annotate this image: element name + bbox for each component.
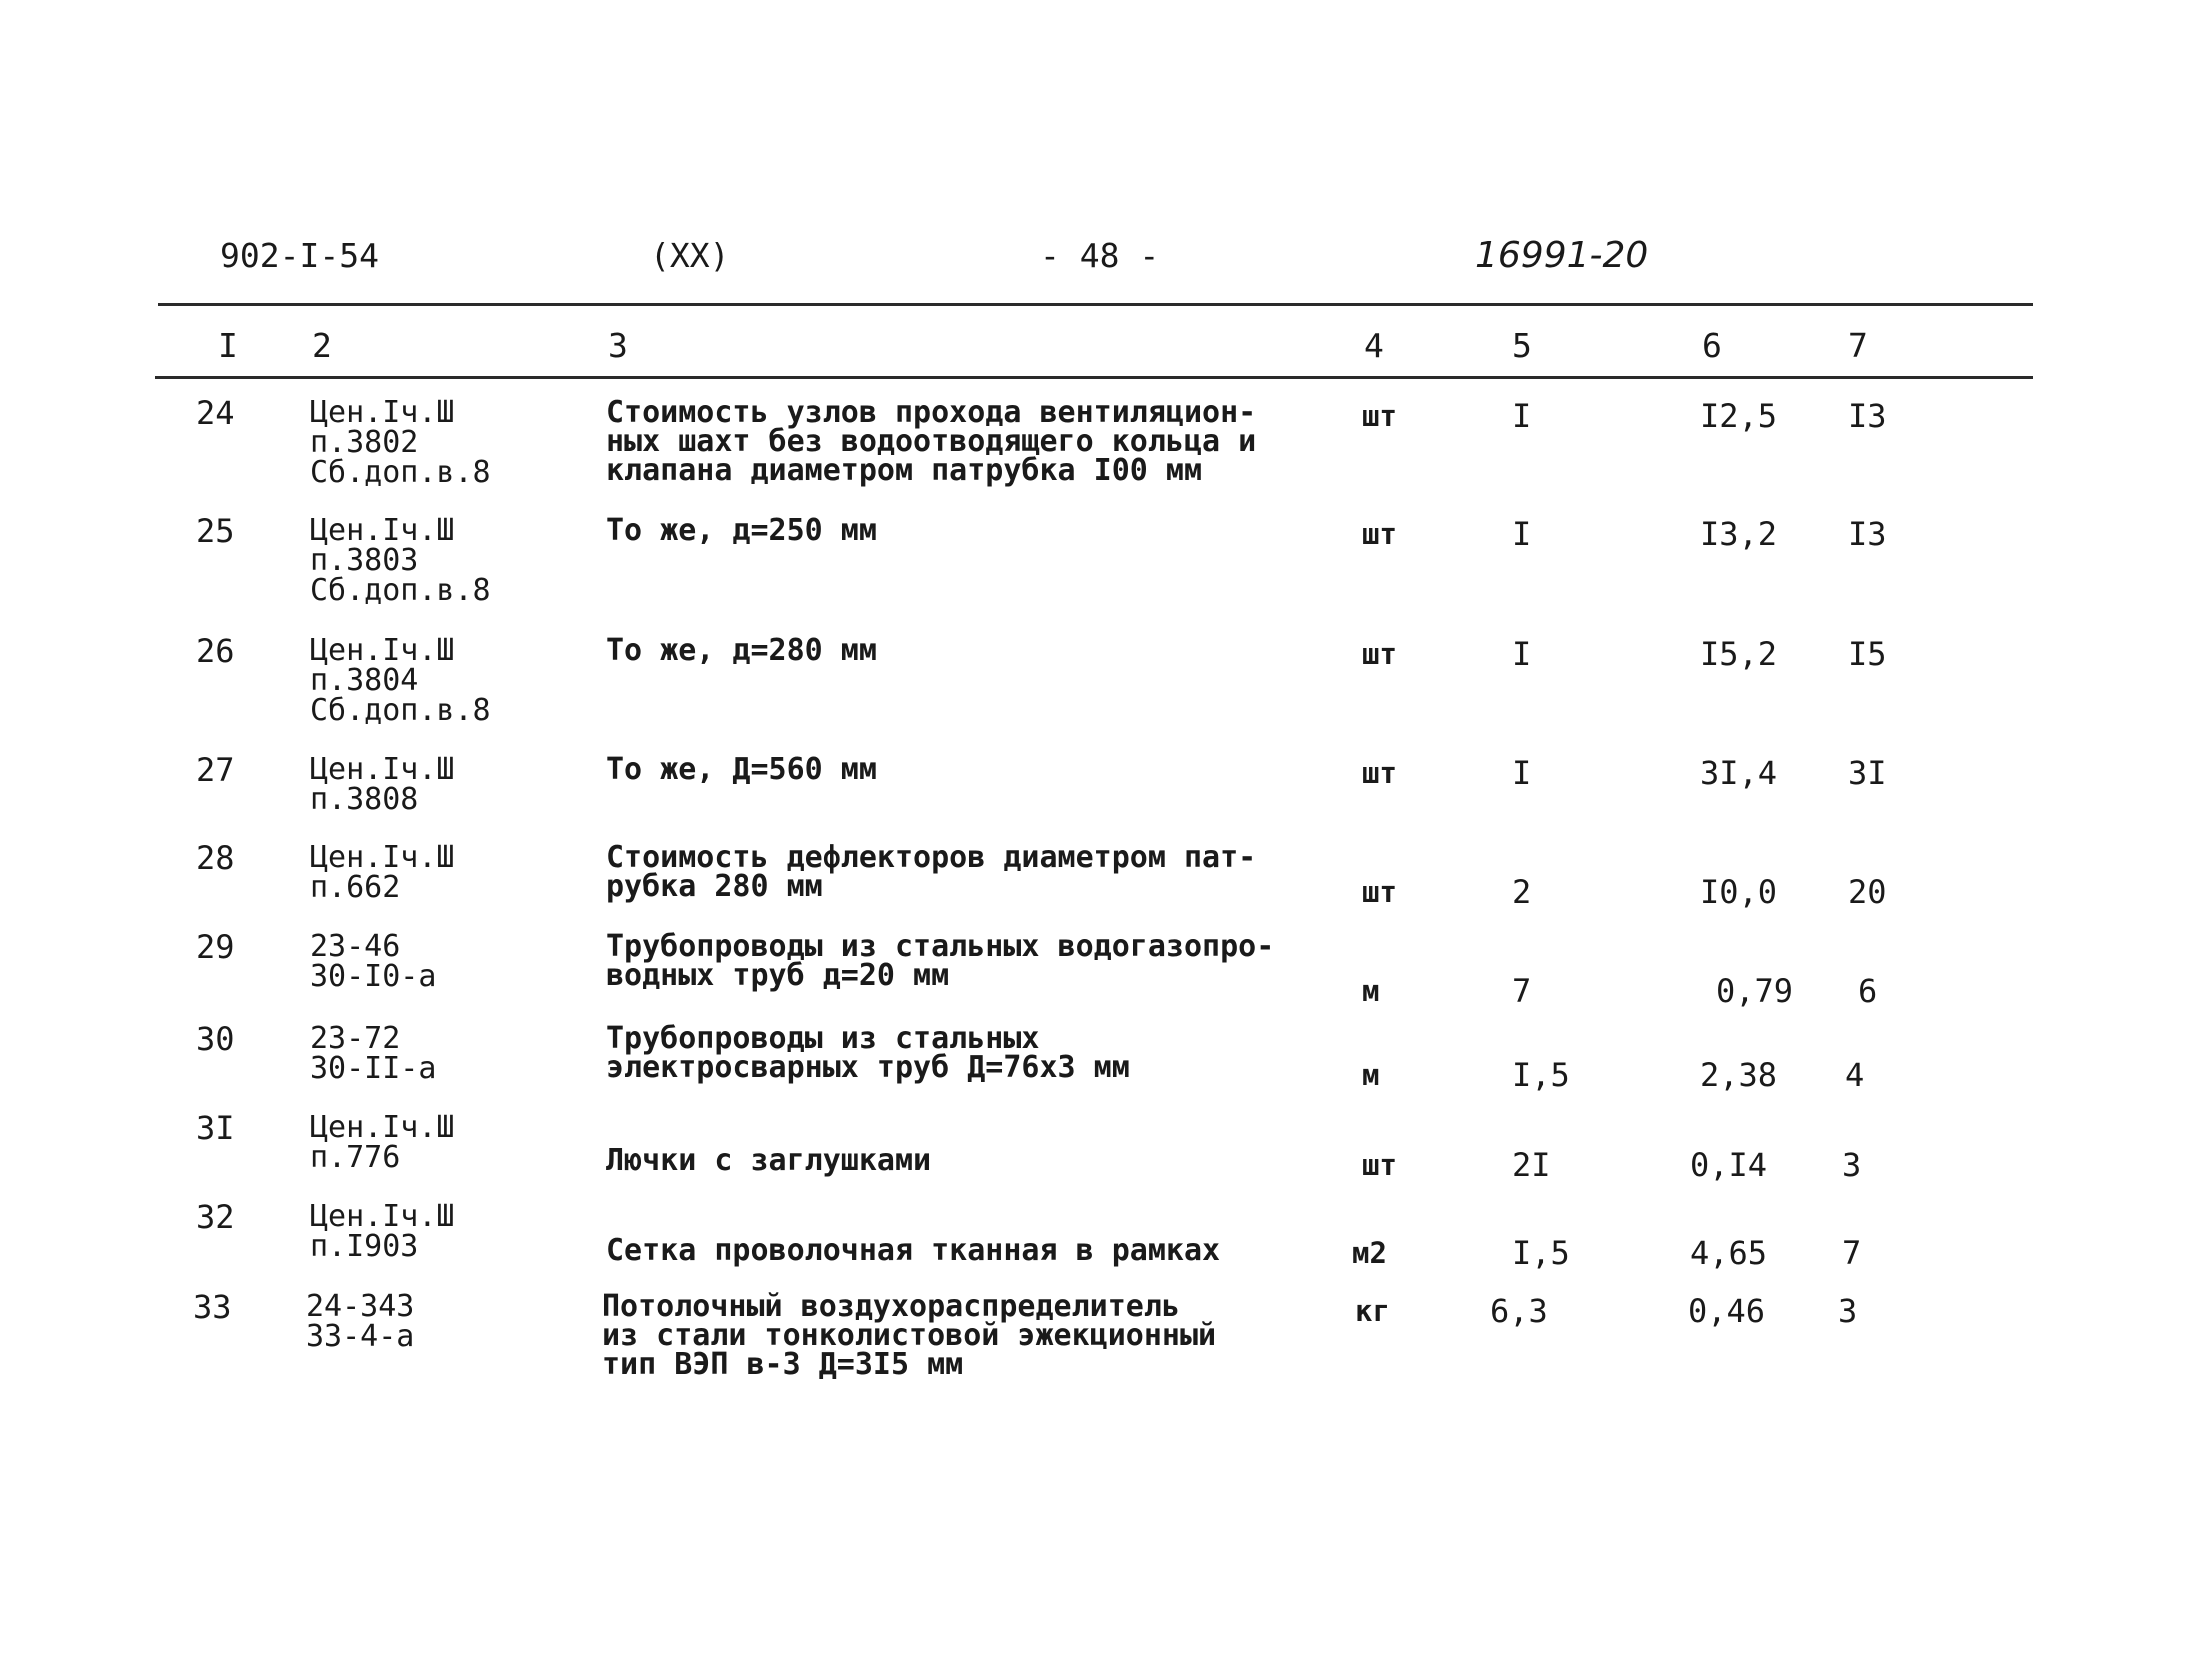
column-number-3: 3 — [608, 326, 628, 365]
section-number: (XX) — [650, 236, 730, 275]
price-reference: Цен.Iч.Ш п.3808 — [310, 752, 455, 817]
quantity: I,5 — [1512, 1234, 1570, 1272]
total-cost: 6 — [1858, 972, 1878, 1010]
quantity: I,5 — [1512, 1056, 1570, 1094]
column-number-7: 7 — [1848, 326, 1868, 365]
total-cost: I3 — [1848, 397, 1887, 435]
unit: шт — [1362, 756, 1397, 790]
item-description: Трубопроводы из стальных водогазопро- водных труб д=20 мм — [606, 929, 1275, 993]
quantity: 7 — [1512, 972, 1532, 1010]
item-description: Лючки с заглушками — [606, 1143, 932, 1178]
price-reference: Цен.Iч.Ш п.662 — [310, 840, 455, 905]
column-number-2: 2 — [312, 326, 332, 365]
row-number: 32 — [196, 1198, 235, 1236]
price-reference: Цен.Iч.Ш п.3804 Сб.доп.в.8 — [310, 633, 491, 728]
unit-price: 3I,4 — [1700, 754, 1778, 792]
document-code: 902-I-54 — [220, 236, 379, 275]
header-rule — [155, 376, 2033, 379]
total-cost: 7 — [1842, 1234, 1862, 1272]
price-reference: 23-46 30-I0-а — [310, 929, 437, 994]
unit: шт — [1362, 1148, 1397, 1182]
total-cost: 20 — [1848, 873, 1887, 911]
row-number: 25 — [196, 512, 235, 550]
price-reference: 23-72 30-II-а — [310, 1021, 437, 1086]
item-description: Стоимость узлов прохода вентиляцион- ных шахт без водоотводящего кольца и клапана диаметром патрубка I00 мм — [606, 395, 1257, 488]
item-description: Потолочный воздухораспределитель из стали тонколистовой эжекционный тип ВЭП в-3 Д=3I5 мм — [602, 1289, 1217, 1382]
row-number: 30 — [196, 1020, 235, 1058]
quantity: I — [1512, 515, 1532, 553]
unit-price: I0,0 — [1700, 873, 1778, 911]
unit-price: 0,79 — [1716, 972, 1794, 1010]
item-description: То же, Д=560 мм — [606, 752, 877, 787]
price-reference: 24-343 33-4-а — [306, 1289, 415, 1354]
total-cost: I5 — [1848, 635, 1887, 673]
row-number: 27 — [196, 751, 235, 789]
unit: шт — [1362, 875, 1397, 909]
page-number: - 48 - — [1040, 236, 1160, 275]
row-number: 26 — [196, 632, 235, 670]
quantity: I — [1512, 754, 1532, 792]
total-cost: I3 — [1848, 515, 1887, 553]
quantity: 2I — [1512, 1146, 1551, 1184]
row-number: 29 — [196, 928, 235, 966]
total-cost: 3I — [1848, 754, 1887, 792]
item-description: То же, д=250 мм — [606, 513, 877, 548]
unit: м — [1362, 1058, 1380, 1092]
quantity: 6,3 — [1490, 1292, 1548, 1330]
column-number-1: I — [218, 326, 238, 365]
quantity: I — [1512, 635, 1532, 673]
unit: кг — [1355, 1294, 1390, 1328]
top-rule — [158, 303, 2033, 306]
unit: шт — [1362, 399, 1397, 433]
item-description: То же, д=280 мм — [606, 633, 877, 668]
column-number-4: 4 — [1364, 326, 1384, 365]
unit-price: I5,2 — [1700, 635, 1778, 673]
item-description: Сетка проволочная тканная в рамках — [606, 1233, 1221, 1268]
price-reference: Цен.Iч.Ш п.3802 Сб.доп.в.8 — [310, 395, 491, 490]
row-number: 24 — [196, 394, 235, 432]
item-description: Стоимость дефлекторов диаметром пат- рубка 280 мм — [606, 840, 1257, 904]
unit: шт — [1362, 517, 1397, 551]
price-reference: Цен.Iч.Ш п.I903 — [310, 1199, 455, 1264]
quantity: 2 — [1512, 873, 1532, 911]
row-number: 28 — [196, 839, 235, 877]
unit-price: I3,2 — [1700, 515, 1778, 553]
column-number-6: 6 — [1702, 326, 1722, 365]
unit: м2 — [1352, 1236, 1387, 1270]
total-cost: 3 — [1838, 1292, 1858, 1330]
column-number-row — [0, 326, 2205, 370]
column-number-5: 5 — [1512, 326, 1532, 365]
unit: м — [1362, 974, 1380, 1008]
unit: шт — [1362, 637, 1397, 671]
price-reference: Цен.Iч.Ш п.776 — [310, 1110, 455, 1175]
row-number: 3I — [196, 1109, 235, 1147]
unit-price: 2,38 — [1700, 1056, 1778, 1094]
handwritten-inventory-number: 16991-20 — [1475, 235, 1649, 276]
unit-price: 4,65 — [1690, 1234, 1768, 1272]
unit-price: 0,I4 — [1690, 1146, 1768, 1184]
unit-price: 0,46 — [1688, 1292, 1766, 1330]
price-reference: Цен.Iч.Ш п.3803 Сб.доп.в.8 — [310, 513, 491, 608]
unit-price: I2,5 — [1700, 397, 1778, 435]
total-cost: 3 — [1842, 1146, 1862, 1184]
item-description: Трубопроводы из стальных электросварных труб Д=76х3 мм — [606, 1021, 1130, 1085]
row-number: 33 — [193, 1288, 232, 1326]
quantity: I — [1512, 397, 1532, 435]
total-cost: 4 — [1845, 1056, 1865, 1094]
